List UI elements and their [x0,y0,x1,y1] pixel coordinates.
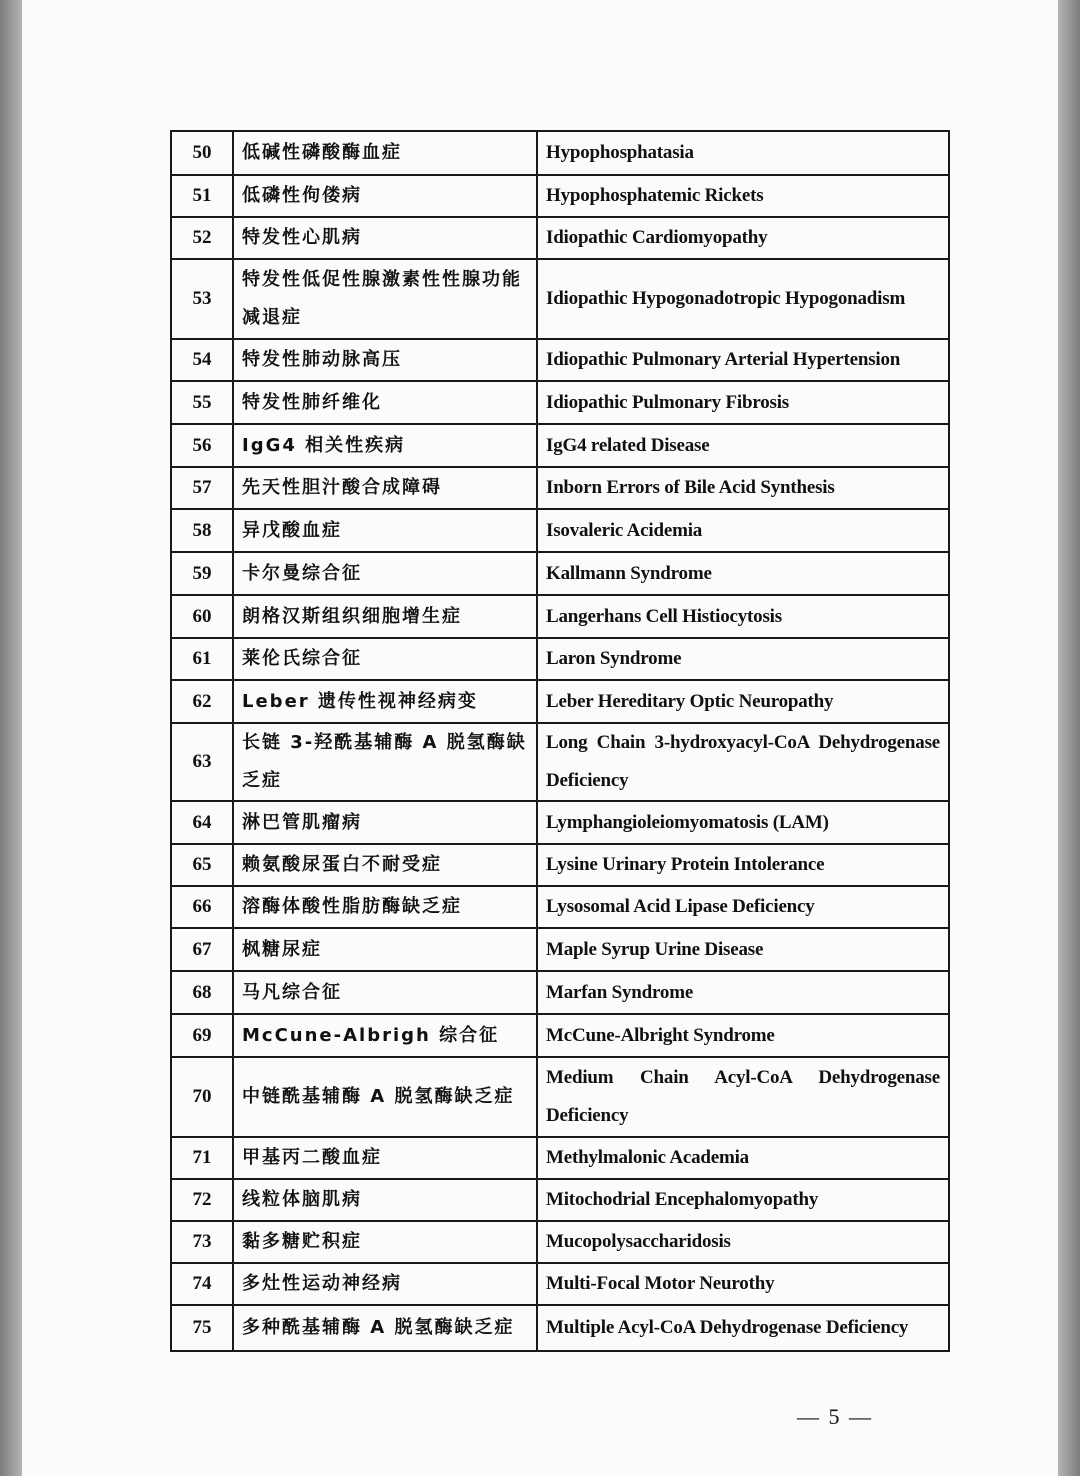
row-number: 62 [171,680,233,723]
table-row [171,1221,949,1263]
chinese-name: McCune-Albrigh 综合征 [233,1014,537,1057]
row-number: 73 [171,1221,233,1263]
table-row [171,928,949,971]
table-row [171,217,949,259]
table-row [171,971,949,1014]
table-row [171,680,949,723]
table-row [171,381,949,424]
chinese-name: 异戊酸血症 [233,509,537,552]
row-number: 63 [171,723,233,801]
row-number: 61 [171,638,233,680]
chinese-name: 特发性心肌病 [233,217,537,259]
row-number: 75 [171,1305,233,1351]
page-number: — 5 — [797,1404,873,1429]
english-name: IgG4 related Disease [537,424,949,467]
table-row [171,844,949,886]
english-name: Kallmann Syndrome [537,552,949,595]
table-row [171,131,949,175]
rare-disease-table [170,130,950,1352]
english-name: Lysine Urinary Protein Intolerance [537,844,949,886]
chinese-name: 中链酰基辅酶 A 脱氢酶缺乏症 [233,1057,537,1137]
table-row [171,1305,949,1351]
scan-left-shadow [0,0,22,1476]
row-number: 65 [171,844,233,886]
english-name: McCune-Albright Syndrome [537,1014,949,1057]
english-name: Inborn Errors of Bile Acid Synthesis [537,467,949,509]
english-name: Idiopathic Pulmonary Fibrosis [537,381,949,424]
table-row [171,1057,949,1137]
table-row [171,801,949,844]
chinese-name: 淋巴管肌瘤病 [233,801,537,844]
table-row [171,1179,949,1221]
chinese-name: 枫糖尿症 [233,928,537,971]
chinese-name: 朗格汉斯组织细胞增生症 [233,595,537,638]
chinese-name: 特发性低促性腺激素性性腺功能减退症 [233,259,537,339]
chinese-name: 溶酶体酸性脂肪酶缺乏症 [233,886,537,928]
chinese-name: 线粒体脑肌病 [233,1179,537,1221]
chinese-name: 甲基丙二酸血症 [233,1137,537,1179]
english-name: Mucopolysaccharidosis [537,1221,949,1263]
row-number: 57 [171,467,233,509]
table-row [171,509,949,552]
english-name: Lymphangioleiomyomatosis (LAM) [537,801,949,844]
chinese-name: 特发性肺动脉高压 [233,339,537,381]
english-name: Maple Syrup Urine Disease [537,928,949,971]
chinese-name: 特发性肺纤维化 [233,381,537,424]
chinese-name: Leber 遗传性视神经病变 [233,680,537,723]
chinese-name: 赖氨酸尿蛋白不耐受症 [233,844,537,886]
english-name: Long Chain 3-hydroxyacyl-CoA Dehydrogenase Deficiency [537,723,949,801]
row-number: 59 [171,552,233,595]
english-name: Idiopathic Cardiomyopathy [537,217,949,259]
english-name: Isovaleric Acidemia [537,509,949,552]
english-name: Multiple Acyl-CoA Dehydrogenase Deficiency [537,1305,949,1351]
chinese-name: 卡尔曼综合征 [233,552,537,595]
row-number: 74 [171,1263,233,1305]
english-name: Methylmalonic Academia [537,1137,949,1179]
table-row [171,424,949,467]
chinese-name: 马凡综合征 [233,971,537,1014]
english-name: Hypophosphatemic Rickets [537,175,949,217]
table-row [171,467,949,509]
english-name: Hypophosphatasia [537,131,949,175]
row-number: 56 [171,424,233,467]
row-number: 52 [171,217,233,259]
chinese-name: 长链 3-羟酰基辅酶 A 脱氢酶缺乏症 [233,723,537,801]
english-name: Langerhans Cell Histiocytosis [537,595,949,638]
row-number: 70 [171,1057,233,1137]
table-row [171,552,949,595]
english-name: Idiopathic Hypogonadotropic Hypogonadism [537,259,949,339]
chinese-name: 低碱性磷酸酶血症 [233,131,537,175]
table-row [171,595,949,638]
english-name: Laron Syndrome [537,638,949,680]
row-number: 66 [171,886,233,928]
chinese-name: 先天性胆汁酸合成障碍 [233,467,537,509]
row-number: 71 [171,1137,233,1179]
table-row [171,723,949,801]
table-row [171,1263,949,1305]
english-name: Medium Chain Acyl-CoA Dehydrogenase Deficiency [537,1057,949,1137]
table-row [171,339,949,381]
english-name: Idiopathic Pulmonary Arterial Hypertension [537,339,949,381]
scan-right-shadow [1058,0,1080,1476]
chinese-name: 低磷性佝偻病 [233,175,537,217]
row-number: 64 [171,801,233,844]
chinese-name: 莱伦氏综合征 [233,638,537,680]
row-number: 58 [171,509,233,552]
chinese-name: 黏多糖贮积症 [233,1221,537,1263]
row-number: 68 [171,971,233,1014]
english-name: Lysosomal Acid Lipase Deficiency [537,886,949,928]
row-number: 72 [171,1179,233,1221]
english-name: Mitochodrial Encephalomyopathy [537,1179,949,1221]
row-number: 51 [171,175,233,217]
chinese-name: 多种酰基辅酶 A 脱氢酶缺乏症 [233,1305,537,1351]
english-name: Marfan Syndrome [537,971,949,1014]
row-number: 67 [171,928,233,971]
table-row [171,259,949,339]
english-name: Leber Hereditary Optic Neuropathy [537,680,949,723]
row-number: 53 [171,259,233,339]
table-row [171,638,949,680]
table-row [171,886,949,928]
row-number: 55 [171,381,233,424]
chinese-name: IgG4 相关性疾病 [233,424,537,467]
english-name: Multi-Focal Motor Neurothy [537,1263,949,1305]
chinese-name: 多灶性运动神经病 [233,1263,537,1305]
row-number: 54 [171,339,233,381]
table-row [171,175,949,217]
row-number: 60 [171,595,233,638]
row-number: 69 [171,1014,233,1057]
table-row [171,1014,949,1057]
row-number: 50 [171,131,233,175]
table-row [171,1137,949,1179]
